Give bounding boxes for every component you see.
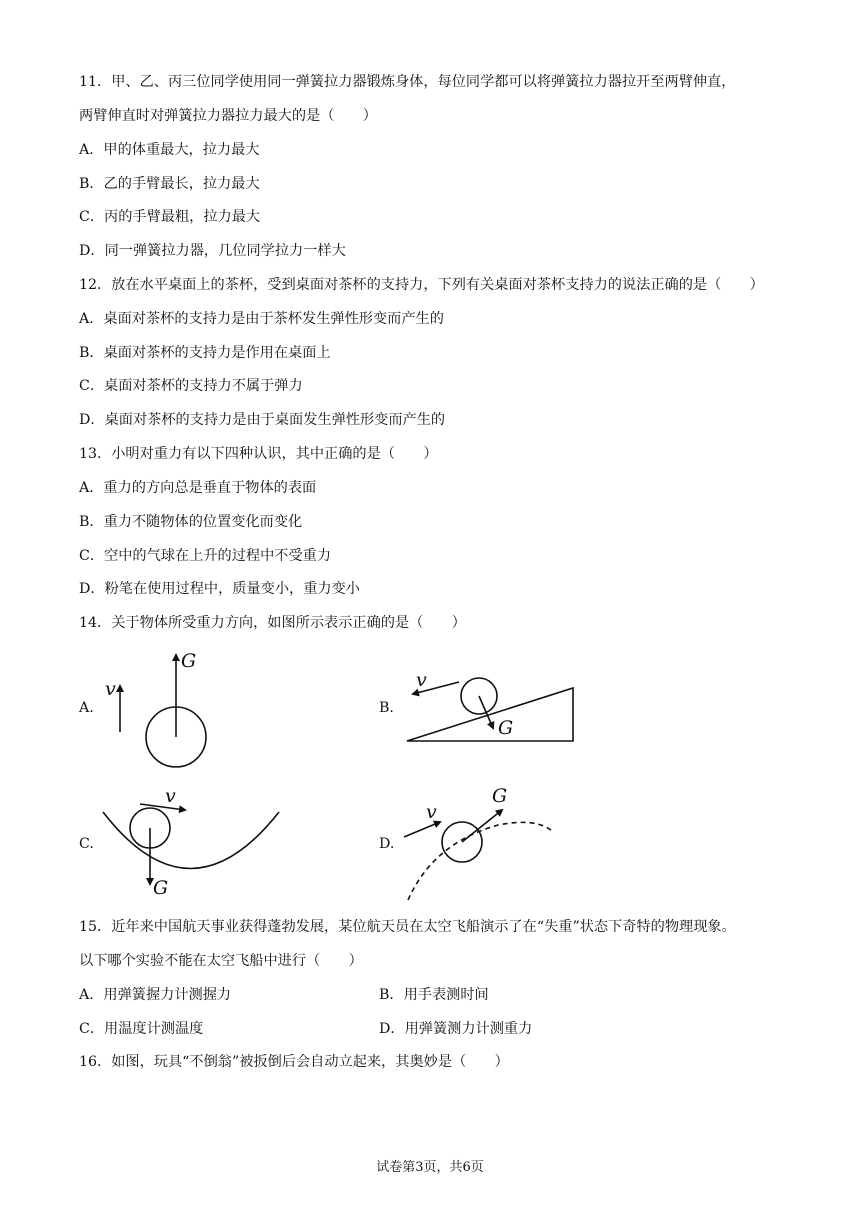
velocity-arrow (140, 804, 185, 810)
q14-figure-d-label: D. (379, 836, 395, 852)
incline (407, 688, 573, 741)
velocity-arrow (404, 822, 440, 837)
q15-stem-line-1: 15．近年来中国航天事业获得蓬勃发展，某位航天员在太空飞船演示了在“失重”状态下奇特的物理现象。 (79, 919, 736, 935)
q12-stem: 12．放在水平桌面上的茶杯，受到桌面对茶杯的支持力，下列有关桌面对茶杯支持力的说法正确的是（ ） (79, 277, 764, 293)
q13-option-d: D．粉笔在使用过程中，质量变小，重力变小 (79, 581, 360, 597)
gravity-symbol: G (181, 650, 197, 672)
q14-figure-c (95, 780, 285, 900)
q15-option-c: C．用温度计测温度 (79, 1021, 204, 1037)
gravity-symbol: G (153, 877, 169, 899)
velocity-symbol: v (165, 785, 176, 807)
q11-stem-line-1: 11．甲、乙、丙三位同学使用同一弹簧拉力器锻炼身体，每位同学都可以将弹簧拉力器拉开至两臂伸直， (79, 74, 736, 90)
q12-option-a: A．桌面对茶杯的支持力是由于茶杯发生弹性形变而产生的 (79, 311, 444, 327)
q11-option-c: C．丙的手臂最粗，拉力最大 (79, 209, 261, 225)
q13-option-a: A．重力的方向总是垂直于物体的表面 (79, 480, 317, 496)
curved-track (103, 812, 279, 869)
q15-option-a: A．用弹簧握力计测握力 (79, 987, 232, 1003)
q16-stem: 16．如图，玩具“不倒翁”被扳倒后会自动立起来，其奥妙是（ ） (79, 1054, 509, 1070)
q11-stem-line-2: 两臂伸直时对弹簧拉力器拉力最大的是（ ） (79, 108, 377, 124)
q11-option-a: A．甲的体重最大，拉力最大 (79, 142, 260, 158)
q14-figure-a (95, 645, 225, 770)
q14-stem: 14．关于物体所受重力方向，如图所示表示正确的是（ ） (79, 615, 466, 631)
q12-option-d: D．桌面对茶杯的支持力是由于桌面发生弹性形变而产生的 (79, 412, 446, 428)
q13-option-c: C．空中的气球在上升的过程中不受重力 (79, 548, 332, 564)
q14-figure-b (400, 668, 580, 746)
q12-option-c: C．桌面对茶杯的支持力不属于弹力 (79, 378, 303, 394)
velocity-symbol: v (416, 669, 427, 691)
gravity-symbol: G (492, 785, 508, 807)
q14-figure-d (398, 780, 568, 905)
q15-option-b: B．用手表测时间 (379, 987, 489, 1003)
q13-option-b: B．重力不随物体的位置变化而变化 (79, 514, 303, 530)
q11-option-b: B．乙的手臂最长，拉力最大 (79, 176, 260, 192)
q15-option-d: D．用弹簧测力计测重力 (379, 1021, 533, 1037)
q14-figure-c-label: C. (79, 836, 94, 852)
page-footer: 试卷第3页，共6页 (376, 1160, 484, 1175)
velocity-symbol: v (105, 678, 116, 700)
q15-stem-line-2: 以下哪个实验不能在太空飞船中进行（ ） (79, 953, 363, 969)
q12-option-b: B．桌面对茶杯的支持力是作用在桌面上 (79, 345, 331, 361)
q14-figure-a-label: A. (79, 700, 94, 716)
q13-stem: 13．小明对重力有以下四种认识，其中正确的是（ ） (79, 446, 438, 462)
q11-option-d: D．同一弹簧拉力器，几位同学拉力一样大 (79, 243, 346, 259)
gravity-arrow (479, 696, 493, 728)
velocity-symbol: v (426, 801, 437, 823)
gravity-symbol: G (498, 717, 514, 739)
q14-figure-b-label: B. (379, 700, 394, 716)
